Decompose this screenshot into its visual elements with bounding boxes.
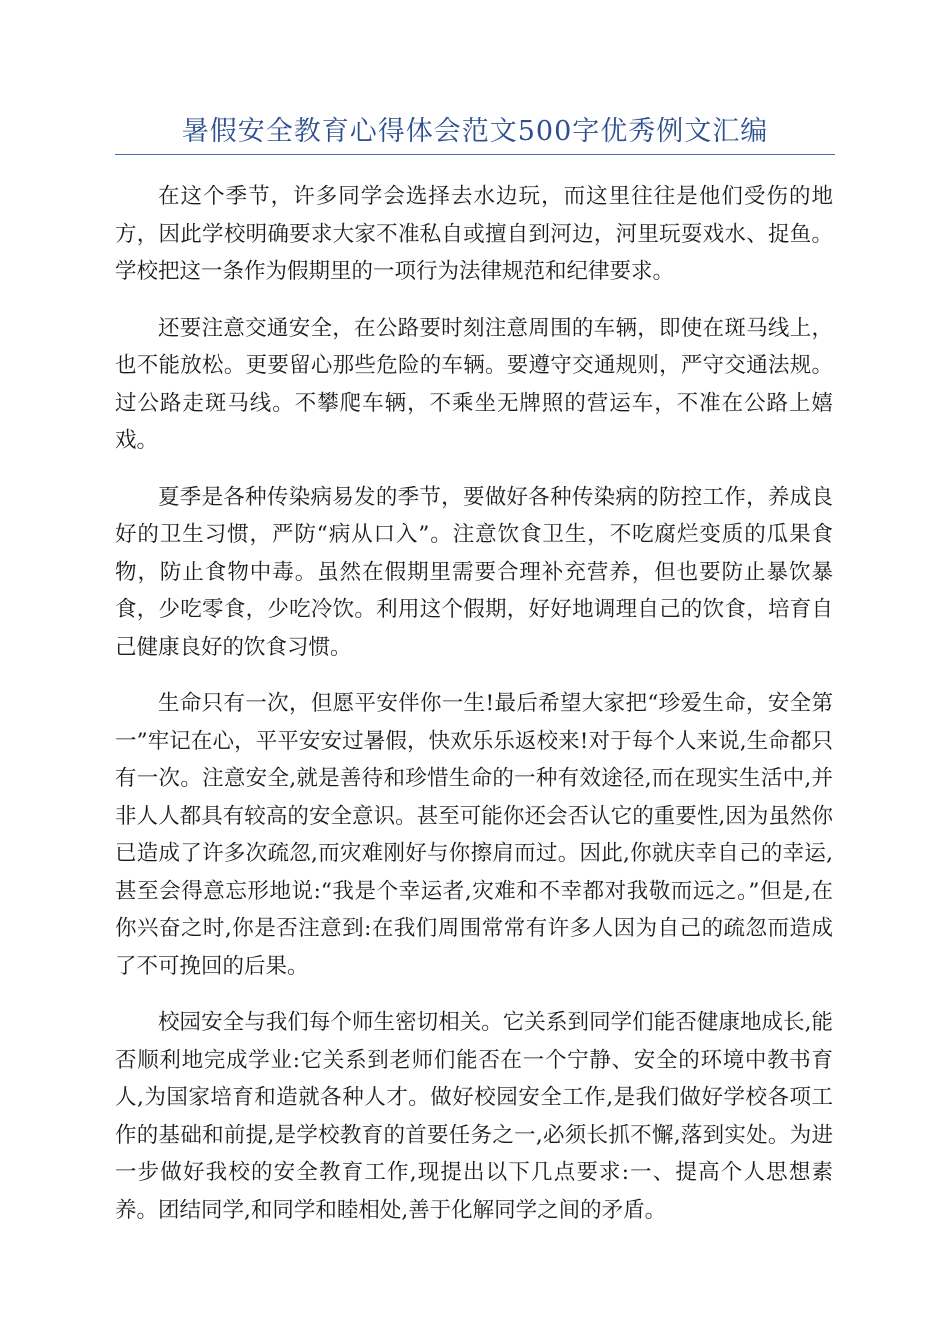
document-body	[115, 178, 833, 1248]
paragraph-water-safety: 在这个季节，许多同学会选择去水边玩，而这里往往是他们受伤的地方，因此学校明确要求大家不准私自或擅自到河边，河里玩耍戏水、捉鱼。学校把这一条作为假期里的一项行为法律规范和纪律要求。	[115, 184, 833, 284]
document-title: 暑假安全教育心得体会范文500字优秀例文汇编	[181, 116, 769, 147]
paragraph-campus-safety: 校园安全与我们每个师生密切相关。它关系到同学们能否健康地成长,能否顺利地完成学业:它关系到老师们能否在一个宁静、安全的环境中教书育人,为国家培育和造就各种人才。做好校园安全工作,是我们做好学校各项工作的基础和前提,是学校教育的首要任务之一,必须长抓不懈,落到实处。为进一步做好我校的安全教育工作,现提出以下几点要求:一、提高个人思想素养。团结同学,和同学和睦相处,善于化解同学之间的矛盾。	[115, 1010, 833, 1223]
title-underline	[115, 154, 835, 155]
paragraph-cherish-life: 生命只有一次，但愿平安伴你一生!最后希望大家把“珍爱生命，安全第一”牢记在心，平平安安过暑假，快欢乐乐返校来!对于每个人来说,生命都只有一次。注意安全,就是善待和珍惜生命的一种有效途径,而在现实生活中,并非人人都具有较高的安全意识。甚至可能你还会否认它的重要性,因为虽然你已造成了许多次疏忽,而灾难刚好与你擦肩而过。因此,你就庆幸自己的幸运,甚至会得意忘形地说:“我是个幸运者,灾难和不幸都对我敬而远之。”但是,在你兴奋之时,你是否注意到:在我们周围常常有许多人因为自己的疏忽而造成了不可挽回的后果。	[115, 691, 833, 979]
paragraph-disease-prevention: 夏季是各种传染病易发的季节，要做好各种传染病的防控工作，养成良好的卫生习惯，严防“病从口入”。注意饮食卫生，不吃腐烂变质的瓜果食物，防止食物中毒。虽然在假期里需要合理补充营养，但也要防止暴饮暴食，少吃零食，少吃冷饮。利用这个假期，好好地调理自己的饮食，培育自己健康良好的饮食习惯。	[115, 484, 833, 660]
paragraph-traffic-safety: 还要注意交通安全，在公路要时刻注意周围的车辆，即使在斑马线上，也不能放松。更要留心那些危险的车辆。要遵守交通规则，严守交通法规。过公路走斑马线。不攀爬车辆，不乘坐无牌照的营运车，不准在公路上嬉戏。	[115, 315, 833, 453]
